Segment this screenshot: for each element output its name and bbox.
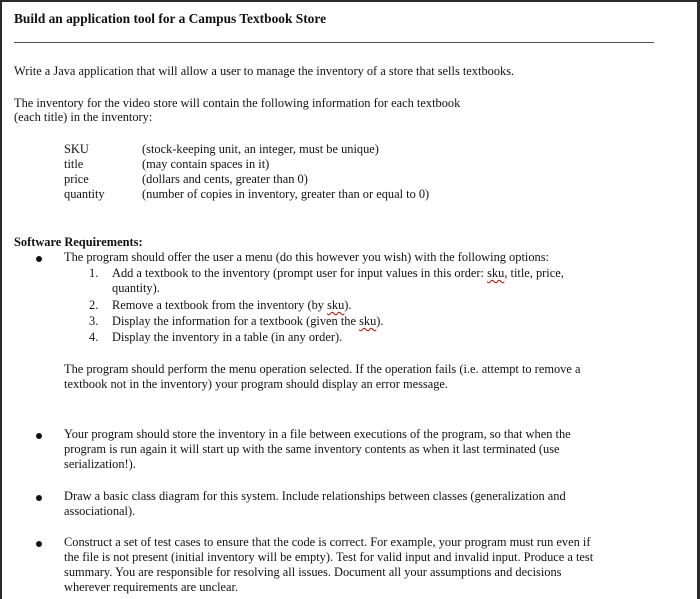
field-description: (dollars and cents, greater than 0) bbox=[142, 172, 308, 186]
intro-paragraph: Write a Java application that will allow a user to manage the inventory of a store that sells textbooks. bbox=[14, 64, 515, 78]
bullet-2-line-1: Your program should store the inventory in a file between executions of the program, so that when the bbox=[64, 427, 571, 441]
document-page bbox=[2, 2, 697, 599]
menu-item-number: 4. bbox=[89, 330, 99, 344]
menu-item-number: 1. bbox=[89, 266, 99, 280]
menu-item-4: Display the inventory in a table (in any order). bbox=[112, 330, 343, 344]
field-description: (number of copies in inventory, greater than or equal to 0) bbox=[142, 187, 430, 201]
software-requirements-heading: Software Requirements: bbox=[14, 235, 143, 249]
field-name: SKU bbox=[64, 142, 89, 156]
menu-item-1-continued: quantity). bbox=[112, 281, 160, 295]
bullet-2-line-2: program is run again it will start up with the same inventory contents as when it last terminated (use bbox=[64, 442, 560, 456]
field-name: quantity bbox=[64, 187, 105, 201]
bullet-4-line-1: Construct a set of test cases to ensure that the code is correct. For example, your program must run even if bbox=[64, 535, 591, 549]
title-divider bbox=[14, 42, 654, 43]
menu-item-number: 3. bbox=[89, 314, 99, 328]
field-name: price bbox=[64, 172, 89, 186]
bullet-4-line-2: the file is not present (initial inventory will be empty). Test for valid input and invalid input. Produce a test bbox=[64, 550, 594, 564]
inventory-paragraph-line-1: The inventory for the video store will contain the following information for each textbook bbox=[14, 96, 461, 110]
page-title: Build an application tool for a Campus Textbook Store bbox=[14, 11, 327, 26]
bullet-icon bbox=[36, 541, 42, 547]
bullet-icon bbox=[36, 495, 42, 501]
bullet-2-line-3: serialization!). bbox=[64, 457, 136, 471]
menu-item-1: Add a textbook to the inventory (prompt user for input values in this order: sku, title, price, bbox=[112, 266, 564, 280]
field-description: (stock-keeping unit, an integer, must be unique) bbox=[142, 142, 379, 156]
bullet-icon bbox=[36, 433, 42, 439]
bullet-1-text: The program should offer the user a menu (do this however you wish) with the following options: bbox=[64, 250, 549, 264]
menu-note-line-2: textbook not in the inventory) your program should display an error message. bbox=[64, 377, 449, 391]
menu-note-line-1: The program should perform the menu operation selected. If the operation fails (i.e. attempt to remove a bbox=[64, 362, 581, 376]
menu-item-2: Remove a textbook from the inventory (by sku). bbox=[112, 298, 352, 312]
bullet-3-line-2: associational). bbox=[64, 504, 136, 518]
field-description: (may contain spaces in it) bbox=[142, 157, 270, 171]
menu-item-3: Display the information for a textbook (given the sku). bbox=[112, 314, 384, 328]
field-name: title bbox=[64, 157, 84, 171]
inventory-paragraph-line-2: (each title) in the inventory: bbox=[14, 110, 153, 124]
bullet-3-line-1: Draw a basic class diagram for this system. Include relationships between classes (generalization and bbox=[64, 489, 566, 503]
bullet-icon bbox=[36, 256, 42, 262]
bullet-4-line-3: summary. You are responsible for resolving all issues. Document all your assumptions and decisions bbox=[64, 565, 562, 579]
menu-item-number: 2. bbox=[89, 298, 99, 312]
bullet-4-line-4: wherever requirements are unclear. bbox=[64, 580, 239, 594]
